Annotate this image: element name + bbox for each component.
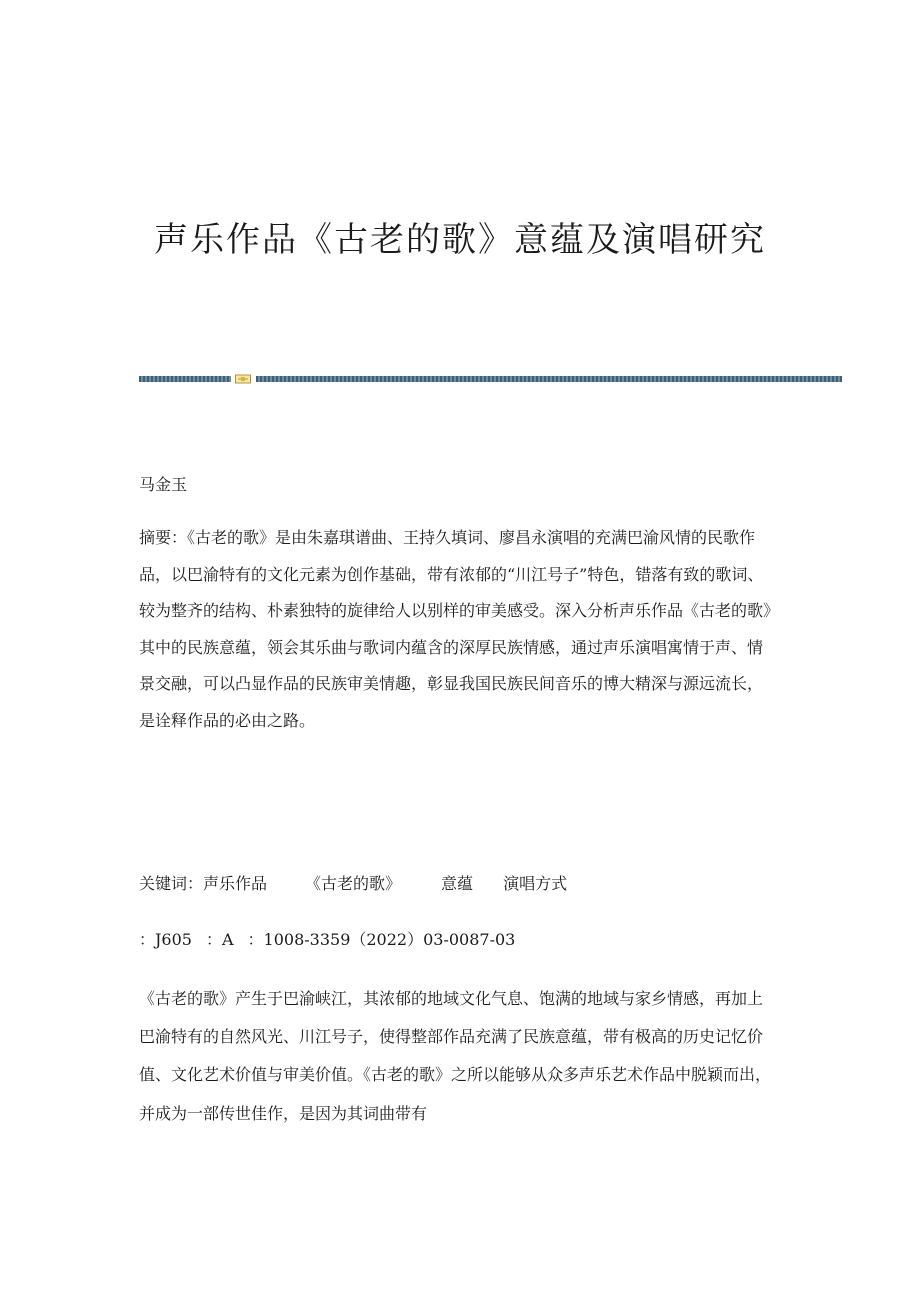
- author-name: 马金玉: [139, 475, 188, 494]
- keyword-item: 声乐作品: [203, 874, 268, 893]
- body-paragraph: 《古老的歌》产生于巴渝峡江，其浓郁的地域文化气息、饱满的地域与家乡情感，再加上巴渝特有的自然风光、川江号子，使得整部作品充满了民族意蕴，带有极高的历史记忆价值、文化艺术价值与审美价值。《古老的歌》之所以能够从众多声乐艺术作品中脱颖而出，并成为一部传世佳作，是因为其词曲带有: [139, 989, 772, 1123]
- article-id: ：1008-3359（2022）03-0087-03: [247, 930, 516, 949]
- keywords-label: 关键词：: [139, 874, 204, 893]
- classification-line: [139, 922, 779, 958]
- title-divider: [139, 374, 842, 384]
- document-title: 声乐作品《古老的歌》意蕴及演唱研究: [154, 220, 766, 260]
- document-code: ：A: [205, 930, 234, 949]
- keyword-item: 《古老的歌》: [305, 874, 402, 893]
- divider-ornament-icon: [235, 374, 251, 384]
- abstract-paragraph: 摘要：《古老的歌》是由朱嘉琪谱曲、王持久填词、廖昌永演唱的充满巴渝风情的民歌作品，以巴渝特有的文化元素为创作基础，带有浓郁的“川江号子”特色，错落有致的歌词、较为整齐的结构、朴素独特的旋律给人以别样的审美感受。深入分析声乐作品《古老的歌》其中的民族意蕴，领会其乐曲与歌词内蕴含的深厚民族情感，通过声乐演唱寓情于声、情景交融，可以凸显作品的民族审美情趣，彰显我国民族民间音乐的博大精深与源远流长，是诠释作品的必由之路。: [139, 528, 772, 730]
- divider-bar-left: [139, 376, 231, 382]
- divider-bar-right: [256, 376, 842, 382]
- keywords-line: [139, 866, 779, 902]
- keyword-item: 演唱方式: [503, 874, 568, 893]
- clc-number: ：J605: [139, 930, 192, 949]
- keyword-item: 意蕴: [441, 874, 474, 893]
